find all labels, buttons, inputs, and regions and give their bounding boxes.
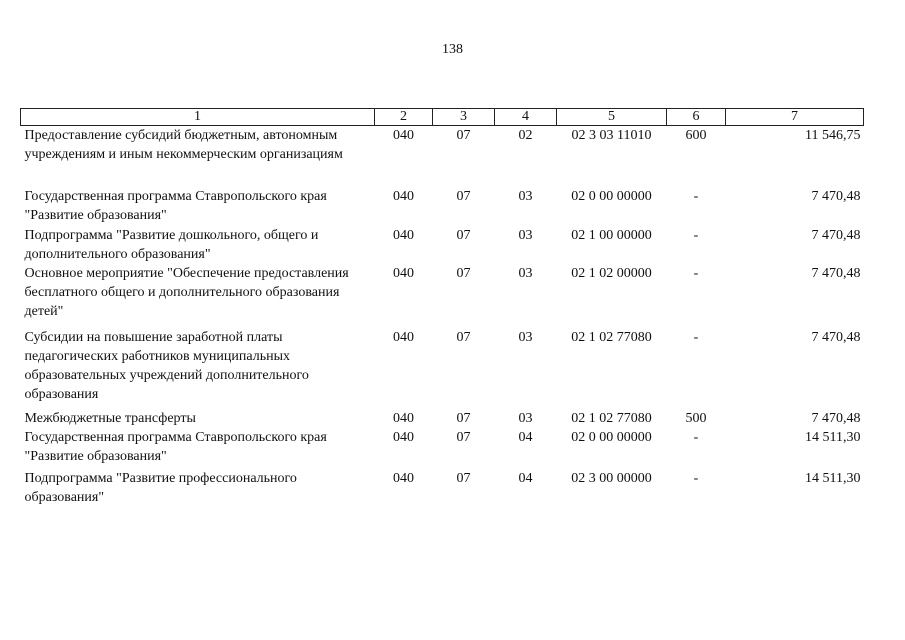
row-name: Предоставление субсидий бюджетным, автономным учреждениям и иным некоммерческим организациям — [24, 128, 343, 162]
row-code-ministry: 040 — [393, 470, 414, 486]
table-row — [21, 428, 864, 469]
row-code-subsection: 03 — [518, 329, 533, 345]
row-name: Государственная программа Ставропольского края "Развитие образования" — [24, 188, 327, 223]
row-code-section: 07 — [456, 329, 471, 345]
table-row — [21, 328, 864, 409]
row-name: Государственная программа Ставропольского края "Развитие образования" — [24, 429, 327, 464]
row-code-ministry: 040 — [393, 410, 414, 426]
row-target-article: 02 1 00 00000 — [571, 227, 652, 243]
row-expense-type: - — [693, 329, 699, 345]
row-code-ministry: 040 — [393, 188, 414, 204]
row-expense-type: - — [693, 265, 699, 281]
row-code-ministry: 040 — [393, 128, 414, 143]
row-expense-type: 500 — [685, 410, 707, 426]
row-code-section: 07 — [456, 128, 471, 143]
row-name: Подпрограмма "Развитие профессионального образования" — [24, 470, 297, 505]
row-target-article: 02 0 00 00000 — [571, 429, 652, 445]
row-code-subsection: 03 — [518, 265, 533, 281]
row-target-article: 02 1 02 77080 — [571, 329, 652, 345]
row-name: Межбюджетные трансферты — [24, 410, 196, 426]
column-header-5: 5 — [557, 109, 667, 126]
row-code-subsection: 03 — [518, 227, 533, 243]
row-expense-type: 600 — [685, 128, 707, 143]
row-code-section: 07 — [456, 410, 471, 426]
column-header-4: 4 — [495, 109, 557, 126]
row-amount: 7 470,48 — [811, 188, 861, 204]
row-amount: 14 511,30 — [805, 470, 861, 486]
page-number: 138 — [442, 42, 463, 57]
row-amount: 11 546,75 — [805, 128, 861, 143]
row-expense-type: - — [693, 429, 699, 445]
table-row — [21, 226, 864, 264]
column-header-6: 6 — [667, 109, 726, 126]
budget-table — [20, 108, 864, 507]
row-target-article: 02 1 02 77080 — [571, 410, 652, 426]
row-amount: 14 511,30 — [805, 429, 861, 445]
row-expense-type: - — [693, 470, 699, 486]
table-row — [21, 409, 864, 428]
row-code-section: 07 — [456, 188, 471, 204]
row-target-article: 02 3 00 00000 — [571, 470, 652, 486]
row-code-ministry: 040 — [393, 329, 414, 345]
row-name: Подпрограмма "Развитие дошкольного, общего и дополнительного образования" — [24, 227, 319, 262]
row-code-section: 07 — [456, 227, 471, 243]
table-row — [21, 126, 864, 187]
row-expense-type: - — [693, 188, 699, 204]
row-code-subsection: 03 — [518, 410, 533, 426]
row-amount: 7 470,48 — [811, 265, 861, 281]
table-row — [21, 187, 864, 226]
row-amount: 7 470,48 — [811, 329, 861, 345]
row-code-ministry: 040 — [393, 265, 414, 281]
row-code-subsection: 02 — [518, 128, 533, 143]
row-code-ministry: 040 — [393, 227, 414, 243]
row-amount: 7 470,48 — [811, 410, 861, 426]
row-target-article: 02 0 00 00000 — [571, 188, 652, 204]
table-header-row — [21, 109, 864, 126]
row-code-section: 07 — [456, 470, 471, 486]
row-code-subsection: 04 — [518, 470, 533, 486]
row-code-subsection: 04 — [518, 429, 533, 445]
row-code-subsection: 03 — [518, 188, 533, 204]
row-code-section: 07 — [456, 265, 471, 281]
row-target-article: 02 1 02 00000 — [571, 265, 652, 281]
row-code-ministry: 040 — [393, 429, 414, 445]
column-header-7: 7 — [726, 109, 864, 126]
row-name: Субсидии на повышение заработной платы педагогических работников муниципальных образовательных учреждений дополнительного образования — [24, 329, 309, 402]
table-row — [21, 264, 864, 328]
row-code-section: 07 — [456, 429, 471, 445]
table-row — [21, 469, 864, 507]
row-name: Основное мероприятие "Обеспечение предоставления бесплатного общего и дополнительного образования детей" — [24, 265, 349, 319]
column-header-2: 2 — [375, 109, 433, 126]
row-amount: 7 470,48 — [811, 227, 861, 243]
column-header-1: 1 — [21, 109, 375, 126]
row-expense-type: - — [693, 227, 699, 243]
column-header-3: 3 — [433, 109, 495, 126]
row-target-article: 02 3 03 11010 — [571, 128, 652, 143]
